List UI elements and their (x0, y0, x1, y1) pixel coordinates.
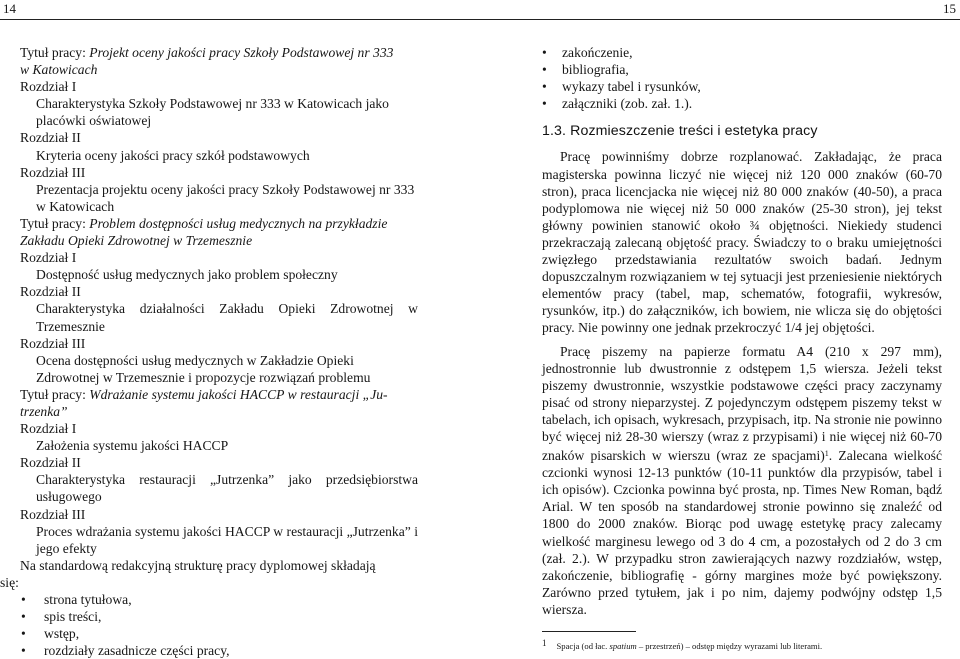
chapter-label: Rozdział I (20, 250, 77, 266)
chapter-title: Charakterystyka restauracji „Jutrzenka” jako przedsiębiorstwa usługowego (36, 472, 418, 505)
list-item: • wstęp, (20, 625, 418, 642)
right-page (480, 0, 960, 652)
list-item: • bibliografia, (542, 61, 942, 78)
list-item: • załączniki (zob. zał. 1.). (542, 95, 942, 112)
section-heading: 1.3. Rozmieszczenie treści i estetyka pracy (542, 123, 818, 140)
chapter-title: Dostępność usług medycznych jako problem społeczny (36, 267, 338, 283)
chapter-label: Rozdział III (20, 506, 86, 522)
chapter-title: Charakterystyka Szkoły Podstawowej nr 333 w Katowicach jako placówki oświatowej (36, 96, 389, 129)
list-item: • rozdziały zasadnicze części pracy, (20, 642, 418, 659)
chapter-label: Rozdział III (20, 164, 86, 180)
chapter-label: Rozdział I (20, 79, 77, 95)
structure-list (20, 591, 418, 659)
footnote-rule (542, 631, 636, 632)
body-paragraph: Pracę powinniśmy dobrze rozplanować. Zakładając, że praca magisterska powinna liczyć nie więcej niż 120 000 znaków (60-70 stron), praca licencjacka nie więcej niż 80 000 znaków (40-50), a praca podyplomowa nie więcej niż 50 000 znaków (25-30 stron), jej tekst główny powinien stanowić około ¾ objętności. Niekiedy studenci przekraczają zalecaną objętość pracy. Świadczy to o braku umiejętności zwięzłego przedstawiania rezultatów swoich badań. Jednym dopuszczalnym rozwiązaniem w tej sytuacji jest przeniesienie niektórych elementów pracy (tabel, map, schematów, fotografii, wykresów, rysunków, itp.) do załączników, ich bowiem, nie wlicza się do objętości pracy. Nie powinny one jednak przekroczyć 1/4 jej objętości. (542, 149, 942, 336)
list-item: • zakończenie, (542, 44, 942, 61)
chapter-title: Ocena dostępności usług medycznych w Zakładzie Opieki Zdrowotnej w Trzemesznie i propozycje rozwiązań problemu (36, 352, 371, 385)
right-column (542, 44, 942, 618)
footnote: 1 Spacja (od łac. spatium – przestrzeń) – odstęp między wyrazami lub literami. (542, 638, 823, 651)
chapter-label: Rozdział II (20, 455, 81, 471)
list-item: • spis treści, (20, 608, 418, 625)
footnote-reference[interactable]: 1 (824, 449, 829, 459)
chapter-title: Charakterystyka działalności Zakładu Opieki Zdrowotnej w Trzemesznie (36, 301, 418, 334)
body-paragraph: Pracę piszemy na papierze formatu A4 (210 x 297 mm), jednostronnie lub dwustronnie z odstępem 1,5 wiersza. Jeżeli tekst piszemy dwustronnie, wszystkie podstawowe części pracy zaczynamy pisać od strony nieparzystej. Z pojedynczym odstępem piszemy tekst w tabelach, ich opisach, wykresach, przypisach, itp. Na stronie nie powinno być więcej niż 28-30 wierszy (wraz z przypisami) i nie więcej niż 60-70 znaków pisarskich w wierszu (wraz ze spacjami)$^1$. Zalecana wielkość czcionki wynosi 12-13 punktów (10-11 punktów dla przypisów, tabel i ich opisów). Czcionka powinna być prosta, np. Times New Roman, bądź Arial. W ten sposób na standardowej stronie powinno się znaleźć od 1800 do 2000 znaków. Biorąc pod uwagę estetykę pracy zalecamy wielkość marginesu lewego od 3 do 4 cm, a pozostałych od 2 do 3 cm (zał. 2.). W przypadku stron zawierających nazwy rozdziałów, wstęp, zakończenie, bibliografię - górny margines może być powiększony. Zarówno przed tytułem, jak i po nim, dajemy podwójny odstęp 1,5 wiersza. (542, 343, 942, 617)
chapter-label: Rozdział II (20, 130, 81, 146)
list-item: • strona tytułowa, (20, 591, 418, 608)
thesis-title-continuation: w Katowicach (20, 62, 98, 78)
chapter-title: Założenia systemu jakości HACCP (36, 438, 229, 454)
thesis-title-line: Tytuł pracy: Wdrażanie systemu jakości HACCP w restauracji „Ju- (20, 386, 388, 402)
structure-intro-continuation: się: (0, 574, 19, 590)
structure-list-continued (542, 44, 942, 112)
chapter-label: Rozdział I (20, 421, 77, 437)
thesis-examples (0, 44, 418, 659)
chapter-title: Prezentacja projektu oceny jakości pracy Szkoły Podstawowej nr 333 w Katowicach (36, 181, 415, 214)
chapter-title: Proces wdrażania systemu jakości HACCP w restauracji „Jutrzenka” i jego efekty (36, 523, 418, 556)
structure-intro-line: Na standardową redakcyjną strukturę pracy dyplomowej składają (20, 557, 376, 573)
list-item: • wykazy tabel i rysunków, (542, 78, 942, 95)
header-rule-right (480, 19, 960, 20)
chapter-title: Kryteria oceny jakości pracy szkół podstawowych (36, 147, 310, 163)
chapter-label: Rozdział II (20, 284, 81, 300)
thesis-title-continuation: trzenka” (20, 403, 68, 419)
page-number-left: 14 (3, 1, 16, 16)
header-rule-left (0, 19, 480, 20)
thesis-title-line: Tytuł pracy: Problem dostępności usług medycznych na przykładzie (20, 215, 388, 231)
thesis-title-continuation: Zakładu Opieki Zdrowotnej w Trzemesznie (20, 233, 253, 249)
chapter-label: Rozdział III (20, 335, 86, 351)
page-number-right: 15 (943, 1, 956, 16)
thesis-title-line: Tytuł pracy: Projekt oceny jakości pracy Szkoły Podstawowej nr 333 (20, 45, 394, 60)
